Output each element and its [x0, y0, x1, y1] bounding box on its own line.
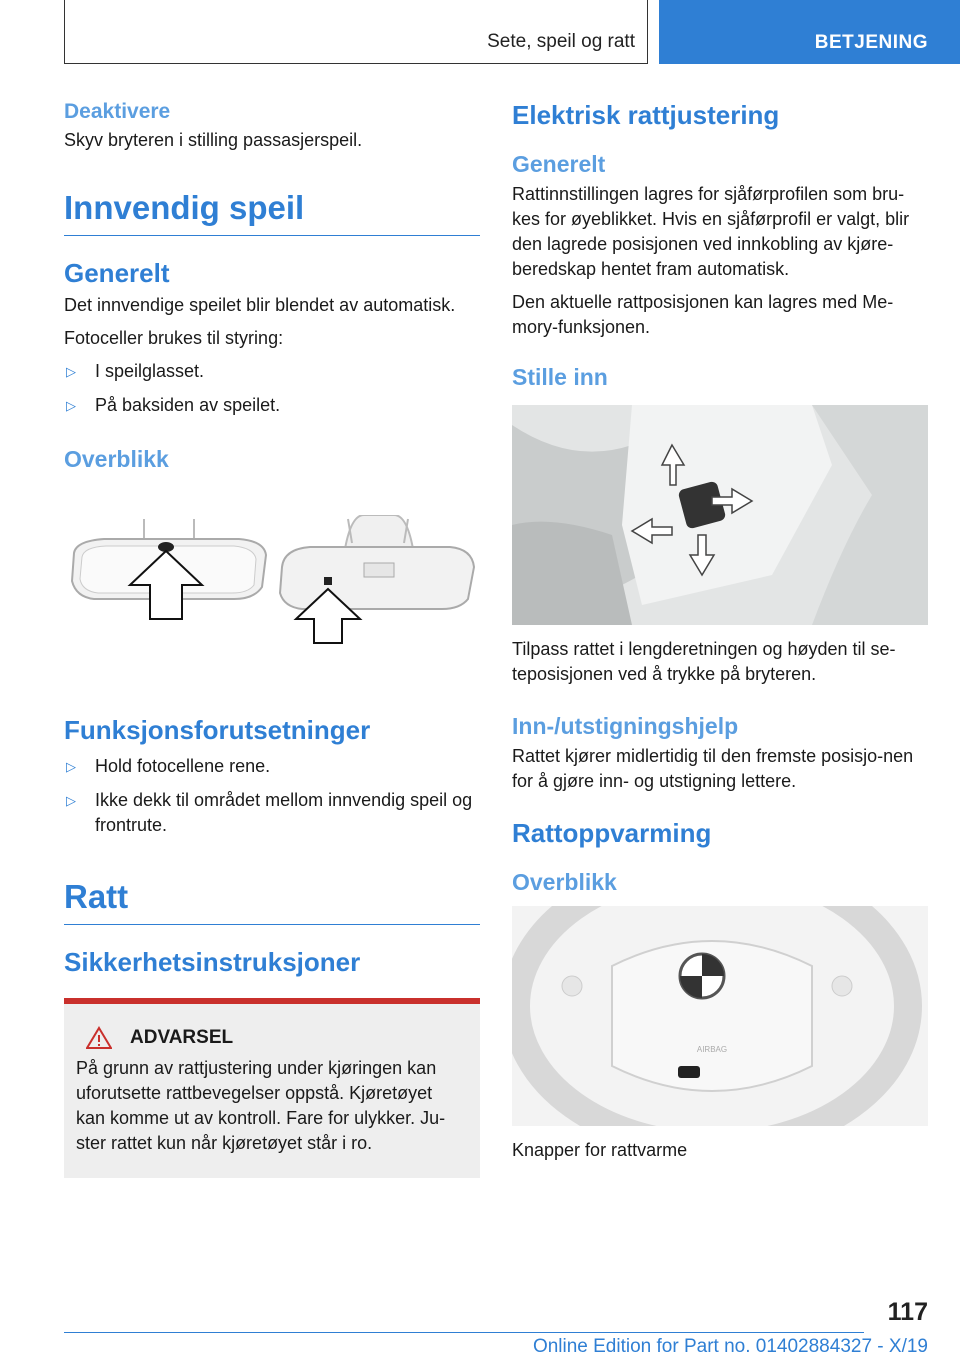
innvendig-speil-heading: Innvendig speil	[64, 189, 480, 236]
stille-inn-heading: Stille inn	[512, 364, 608, 390]
steering-wheel-illustration	[512, 906, 928, 1126]
list-item: ▷ I speilglasset.	[64, 359, 480, 384]
ratt-generelt-heading: Generelt	[512, 151, 606, 177]
list-item: ▷ Ikke dekk til området mellom innvendig speil og frontrute.	[64, 788, 480, 838]
ratt-generelt-text2: Den aktuelle rattposisjonen kan lagres med Me-mory-funksjonen.	[512, 292, 894, 337]
warning-triangle-icon	[86, 1026, 112, 1050]
right-column	[512, 100, 928, 1163]
inn-ut-text: Rattet kjører midlertidig til den fremste posisjo-nen for å gjøre inn- og utstigning lettere.	[512, 746, 914, 791]
steering-wheel-svg	[512, 906, 928, 1126]
edition-text: Online Edition for Part no. 01402884327 - X/19	[532, 1336, 928, 1357]
list-item: ▷ Hold fotocellene rene.	[64, 754, 480, 779]
warning-title: ADVARSEL	[130, 1027, 234, 1048]
list-item: ▷ På baksiden av speilet.	[64, 393, 480, 418]
mirror-illustration	[64, 515, 480, 665]
footer-divider	[64, 1332, 864, 1333]
rattvarme-overblikk-heading: Overblikk	[512, 869, 617, 895]
warning-text: På grunn av rattjustering under kjøringen kan uforutsette rattbevegelser oppstå. Kjøretøyet kan komme ut av kontroll. Fare for ulykker. Ju-ster rattet kun når kjøretøyet står i ro.	[76, 1058, 446, 1153]
steering-adjust-illustration	[512, 405, 928, 625]
speil-overblikk-heading: Overblikk	[64, 446, 169, 472]
airbag-label: AIRBAG	[696, 1045, 728, 1054]
bullet-triangle-icon: ▷	[66, 398, 76, 413]
stille-inn-caption: Tilpass rattet i lengderetningen og høyden til se-teposisjonen ved å trykke på bryteren.	[512, 639, 896, 684]
warning-box	[64, 998, 480, 1178]
rattvarme-caption: Knapper for rattvarme	[512, 1140, 688, 1160]
ratt-generelt-text1: Rattinnstillingen lagres for sjåførprofilen som bru-kes for øyeblikket. Hvis en sjåførprofil er valgt, blir den lagrede posisjonen ved innkobling av kjøre-beredskap hentet fram automatisk.	[512, 184, 910, 279]
deaktivere-text: Skyv bryteren i stilling passasjerspeil.	[64, 130, 363, 150]
bullet-triangle-icon: ▷	[66, 364, 76, 379]
steering-adjust-svg	[512, 405, 928, 625]
bullet-triangle-icon: ▷	[66, 759, 76, 774]
header-chapter-title: BETJENING	[814, 32, 928, 53]
left-column	[64, 100, 480, 1178]
header-section-box	[64, 0, 648, 64]
page-number: 117	[887, 1298, 928, 1326]
elektrisk-rattjustering-heading: Elektrisk rattjustering	[512, 100, 780, 130]
ratt-heading: Ratt	[64, 878, 480, 925]
speil-generelt-text1: Det innvendige speilet blir blendet av automatisk.	[64, 295, 456, 315]
speil-generelt-heading: Generelt	[64, 258, 170, 288]
funksjonsforutsetninger-heading: Funksjonsforutsetninger	[64, 715, 371, 745]
header-chapter-tab	[659, 0, 960, 64]
inn-ut-heading: Inn-/utstigningshjelp	[512, 713, 739, 739]
header-section-title: Sete, speil og ratt	[487, 31, 635, 52]
warning-title-row	[86, 1026, 466, 1050]
bullet-triangle-icon: ▷	[66, 793, 76, 808]
rattoppvarming-heading: Rattoppvarming	[512, 818, 712, 848]
mirror-illustration-svg	[64, 515, 480, 665]
sikkerhet-heading: Sikkerhetsinstruksjoner	[64, 947, 361, 977]
deaktivere-heading: Deaktivere	[64, 100, 171, 123]
speil-generelt-text2: Fotoceller brukes til styring:	[64, 328, 284, 348]
